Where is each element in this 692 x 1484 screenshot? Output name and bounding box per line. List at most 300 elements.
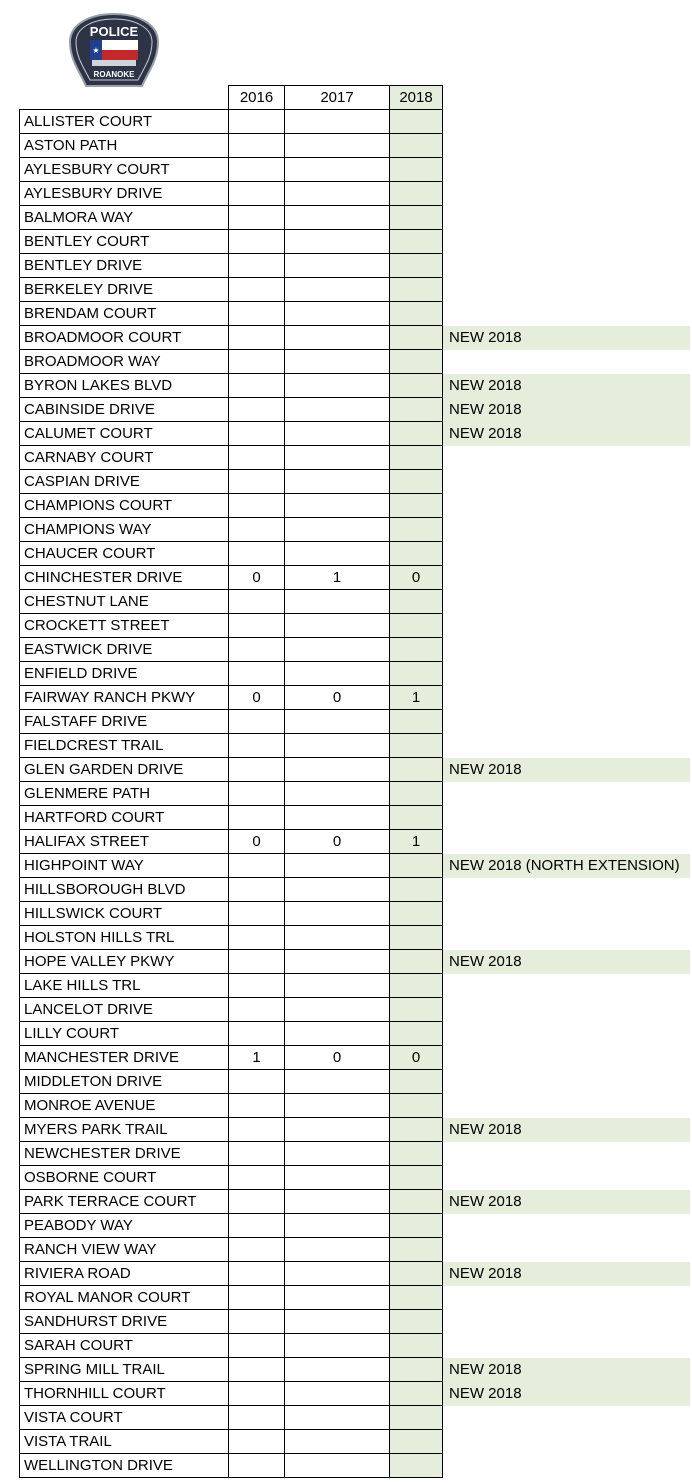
note-cell xyxy=(443,686,690,710)
value-2016-cell xyxy=(229,350,285,374)
street-name-cell: THORNHILL COURT xyxy=(20,1382,229,1406)
street-name-cell: BALMORA WAY xyxy=(20,206,229,230)
value-2016-cell xyxy=(229,662,285,686)
police-badge-icon xyxy=(68,12,160,90)
value-2016-cell xyxy=(229,542,285,566)
table-row xyxy=(20,1214,690,1238)
value-2017-cell xyxy=(285,1286,390,1310)
street-name-cell: HARTFORD COURT xyxy=(20,806,229,830)
table-row xyxy=(20,278,690,302)
value-2017-cell xyxy=(285,1382,390,1406)
street-name-cell: BROADMOOR WAY xyxy=(20,350,229,374)
value-2018-cell xyxy=(390,206,443,230)
street-name-cell: GLENMERE PATH xyxy=(20,782,229,806)
street-name-cell: HILLSBOROUGH BLVD xyxy=(20,878,229,902)
value-2017-cell xyxy=(285,638,390,662)
value-2016-cell xyxy=(229,518,285,542)
value-2017-cell xyxy=(285,254,390,278)
street-name-cell: RIVIERA ROAD xyxy=(20,1262,229,1286)
value-2017-cell xyxy=(285,1070,390,1094)
table-row xyxy=(20,1070,690,1094)
street-name-cell: HIGHPOINT WAY xyxy=(20,854,229,878)
table-row xyxy=(20,686,690,710)
value-2016-cell xyxy=(229,998,285,1022)
street-name-cell: SARAH COURT xyxy=(20,1334,229,1358)
street-name-cell: HALIFAX STREET xyxy=(20,830,229,854)
value-2017-cell xyxy=(285,1358,390,1382)
table-row xyxy=(20,854,690,878)
value-2017-cell xyxy=(285,398,390,422)
value-2016-cell xyxy=(229,254,285,278)
table-row xyxy=(20,614,690,638)
value-2018-cell xyxy=(390,1430,443,1454)
value-2018-cell xyxy=(390,1142,443,1166)
value-2018-cell: 0 xyxy=(390,566,443,590)
table-row xyxy=(20,806,690,830)
value-2017-cell xyxy=(285,422,390,446)
value-2018-cell: 0 xyxy=(390,1046,443,1070)
value-2017-cell xyxy=(285,446,390,470)
note-cell xyxy=(443,878,690,902)
value-2017-cell xyxy=(285,662,390,686)
value-2018-cell xyxy=(390,926,443,950)
value-2016-cell xyxy=(229,806,285,830)
note-cell xyxy=(443,302,690,326)
value-2017-cell xyxy=(285,158,390,182)
street-name-cell: CHAMPIONS WAY xyxy=(20,518,229,542)
note-cell xyxy=(443,110,690,134)
value-2018-cell xyxy=(390,158,443,182)
value-2018-cell xyxy=(390,1166,443,1190)
value-2018-cell xyxy=(390,902,443,926)
value-2016-cell xyxy=(229,1214,285,1238)
note-cell xyxy=(443,1238,690,1262)
value-2017-cell xyxy=(285,1166,390,1190)
value-2017-cell xyxy=(285,1094,390,1118)
value-2017-cell xyxy=(285,542,390,566)
table-row xyxy=(20,590,690,614)
street-name-cell: EASTWICK DRIVE xyxy=(20,638,229,662)
value-2016-cell xyxy=(229,974,285,998)
value-2016-cell: 0 xyxy=(229,686,285,710)
street-table xyxy=(19,85,690,1478)
value-2017-cell xyxy=(285,998,390,1022)
value-2018-cell xyxy=(390,1094,443,1118)
value-2017-cell xyxy=(285,1406,390,1430)
note-cell xyxy=(443,1142,690,1166)
value-2017-cell xyxy=(285,1310,390,1334)
header-note-blank xyxy=(443,86,690,110)
value-2016-cell xyxy=(229,470,285,494)
table-row xyxy=(20,1406,690,1430)
note-cell xyxy=(443,446,690,470)
table-row xyxy=(20,446,690,470)
table-row xyxy=(20,782,690,806)
table-row xyxy=(20,1238,690,1262)
street-name-cell: CHAUCER COURT xyxy=(20,542,229,566)
value-2018-cell xyxy=(390,110,443,134)
value-2018-cell xyxy=(390,998,443,1022)
value-2017-cell xyxy=(285,878,390,902)
value-2017-cell xyxy=(285,710,390,734)
value-2017-cell xyxy=(285,494,390,518)
value-2018-cell xyxy=(390,1358,443,1382)
value-2016-cell xyxy=(229,158,285,182)
street-name-cell: ASTON PATH xyxy=(20,134,229,158)
street-name-cell: NEWCHESTER DRIVE xyxy=(20,1142,229,1166)
value-2016-cell xyxy=(229,182,285,206)
value-2018-cell xyxy=(390,1406,443,1430)
value-2017-cell: 1 xyxy=(285,566,390,590)
note-cell xyxy=(443,1310,690,1334)
street-name-cell: WELLINGTON DRIVE xyxy=(20,1454,229,1478)
street-name-cell: AYLESBURY DRIVE xyxy=(20,182,229,206)
value-2016-cell xyxy=(229,326,285,350)
street-name-cell: PEABODY WAY xyxy=(20,1214,229,1238)
value-2018-cell: 1 xyxy=(390,686,443,710)
table-row xyxy=(20,1094,690,1118)
table-row xyxy=(20,662,690,686)
value-2018-cell xyxy=(390,782,443,806)
note-cell: NEW 2018 xyxy=(443,1262,690,1286)
value-2017-cell xyxy=(285,614,390,638)
table-row xyxy=(20,950,690,974)
value-2018-cell: 1 xyxy=(390,830,443,854)
table-row xyxy=(20,110,690,134)
note-cell xyxy=(443,254,690,278)
value-2016-cell xyxy=(229,1334,285,1358)
note-cell: NEW 2018 xyxy=(443,950,690,974)
note-cell xyxy=(443,542,690,566)
value-2018-cell xyxy=(390,878,443,902)
value-2016-cell xyxy=(229,278,285,302)
value-2018-cell xyxy=(390,1238,443,1262)
note-cell xyxy=(443,158,690,182)
value-2018-cell xyxy=(390,1286,443,1310)
value-2018-cell xyxy=(390,182,443,206)
note-cell xyxy=(443,350,690,374)
value-2016-cell xyxy=(229,1454,285,1478)
street-name-cell: MIDDLETON DRIVE xyxy=(20,1070,229,1094)
value-2016-cell xyxy=(229,1070,285,1094)
value-2017-cell: 0 xyxy=(285,686,390,710)
note-cell: NEW 2018 xyxy=(443,758,690,782)
value-2017-cell xyxy=(285,1262,390,1286)
street-name-cell: LANCELOT DRIVE xyxy=(20,998,229,1022)
value-2016-cell xyxy=(229,1118,285,1142)
value-2017-cell xyxy=(285,470,390,494)
value-2018-cell xyxy=(390,542,443,566)
value-2018-cell xyxy=(390,710,443,734)
value-2018-cell xyxy=(390,446,443,470)
value-2016-cell xyxy=(229,1430,285,1454)
value-2016-cell xyxy=(229,1238,285,1262)
value-2016-cell xyxy=(229,734,285,758)
note-cell xyxy=(443,926,690,950)
value-2018-cell xyxy=(390,1190,443,1214)
value-2018-cell xyxy=(390,422,443,446)
street-name-cell: ROYAL MANOR COURT xyxy=(20,1286,229,1310)
value-2017-cell xyxy=(285,1430,390,1454)
note-cell: NEW 2018 (NORTH EXTENSION) xyxy=(443,854,690,878)
value-2016-cell xyxy=(229,398,285,422)
value-2018-cell xyxy=(390,350,443,374)
value-2016-cell xyxy=(229,1382,285,1406)
value-2016-cell xyxy=(229,110,285,134)
table-row xyxy=(20,518,690,542)
note-cell xyxy=(443,1406,690,1430)
note-cell xyxy=(443,974,690,998)
table-row xyxy=(20,926,690,950)
value-2016-cell xyxy=(229,950,285,974)
value-2018-cell xyxy=(390,374,443,398)
street-name-cell: CHINCHESTER DRIVE xyxy=(20,566,229,590)
note-cell xyxy=(443,734,690,758)
svg-text:★: ★ xyxy=(92,46,100,55)
table-row xyxy=(20,374,690,398)
street-name-cell: BROADMOOR COURT xyxy=(20,326,229,350)
value-2016-cell xyxy=(229,494,285,518)
table-row xyxy=(20,494,690,518)
badge-top-text: POLICE xyxy=(89,24,139,39)
street-name-cell: ALLISTER COURT xyxy=(20,110,229,134)
value-2018-cell xyxy=(390,518,443,542)
table-row xyxy=(20,470,690,494)
value-2017-cell xyxy=(285,974,390,998)
value-2018-cell xyxy=(390,398,443,422)
value-2017-cell xyxy=(285,1190,390,1214)
street-name-cell: CABINSIDE DRIVE xyxy=(20,398,229,422)
value-2018-cell xyxy=(390,470,443,494)
value-2018-cell xyxy=(390,1022,443,1046)
note-cell xyxy=(443,998,690,1022)
table-row xyxy=(20,206,690,230)
value-2017-cell xyxy=(285,782,390,806)
value-2016-cell xyxy=(229,1022,285,1046)
table-row xyxy=(20,1430,690,1454)
street-name-cell: MYERS PARK TRAIL xyxy=(20,1118,229,1142)
street-name-cell: CHAMPIONS COURT xyxy=(20,494,229,518)
column-header-2018: 2018 xyxy=(390,86,443,110)
note-cell xyxy=(443,710,690,734)
note-cell xyxy=(443,902,690,926)
table-row xyxy=(20,1022,690,1046)
street-name-cell: AYLESBURY COURT xyxy=(20,158,229,182)
value-2018-cell xyxy=(390,614,443,638)
note-cell: NEW 2018 xyxy=(443,326,690,350)
street-name-cell: BENTLEY DRIVE xyxy=(20,254,229,278)
note-cell: NEW 2018 xyxy=(443,1358,690,1382)
table-row xyxy=(20,1046,690,1070)
value-2017-cell xyxy=(285,326,390,350)
value-2016-cell xyxy=(229,782,285,806)
value-2016-cell xyxy=(229,134,285,158)
street-name-cell: OSBORNE COURT xyxy=(20,1166,229,1190)
table-row xyxy=(20,1286,690,1310)
table-row xyxy=(20,326,690,350)
street-name-cell: PARK TERRACE COURT xyxy=(20,1190,229,1214)
value-2016-cell xyxy=(229,1142,285,1166)
header-row xyxy=(20,86,690,110)
note-cell xyxy=(443,830,690,854)
table-row xyxy=(20,1262,690,1286)
value-2017-cell xyxy=(285,374,390,398)
value-2017-cell xyxy=(285,1118,390,1142)
value-2018-cell xyxy=(390,1070,443,1094)
note-cell: NEW 2018 xyxy=(443,1190,690,1214)
value-2017-cell xyxy=(285,1214,390,1238)
street-name-cell: HILLSWICK COURT xyxy=(20,902,229,926)
value-2016-cell xyxy=(229,638,285,662)
value-2016-cell xyxy=(229,614,285,638)
value-2017-cell xyxy=(285,134,390,158)
value-2018-cell xyxy=(390,230,443,254)
value-2016-cell xyxy=(229,230,285,254)
table-row xyxy=(20,1166,690,1190)
street-name-cell: ENFIELD DRIVE xyxy=(20,662,229,686)
value-2018-cell xyxy=(390,806,443,830)
street-name-cell: BENTLEY COURT xyxy=(20,230,229,254)
value-2017-cell xyxy=(285,1454,390,1478)
table-row xyxy=(20,422,690,446)
note-cell: NEW 2018 xyxy=(443,374,690,398)
value-2018-cell xyxy=(390,1454,443,1478)
street-name-cell: CALUMET COURT xyxy=(20,422,229,446)
value-2017-cell: 0 xyxy=(285,830,390,854)
value-2016-cell xyxy=(229,1166,285,1190)
value-2017-cell xyxy=(285,1142,390,1166)
value-2017-cell xyxy=(285,206,390,230)
value-2018-cell xyxy=(390,950,443,974)
street-name-cell: CARNABY COURT xyxy=(20,446,229,470)
value-2017-cell: 0 xyxy=(285,1046,390,1070)
table-row xyxy=(20,566,690,590)
value-2016-cell xyxy=(229,446,285,470)
column-header-2016: 2016 xyxy=(229,86,285,110)
value-2018-cell xyxy=(390,1310,443,1334)
note-cell xyxy=(443,1430,690,1454)
table-row xyxy=(20,230,690,254)
value-2016-cell xyxy=(229,302,285,326)
value-2018-cell xyxy=(390,494,443,518)
value-2016-cell xyxy=(229,902,285,926)
table-row xyxy=(20,878,690,902)
note-cell xyxy=(443,1454,690,1478)
street-name-cell: LAKE HILLS TRL xyxy=(20,974,229,998)
value-2018-cell xyxy=(390,590,443,614)
street-name-cell: FIELDCREST TRAIL xyxy=(20,734,229,758)
street-name-cell: HOLSTON HILLS TRL xyxy=(20,926,229,950)
value-2016-cell xyxy=(229,374,285,398)
table-row xyxy=(20,542,690,566)
value-2018-cell xyxy=(390,1118,443,1142)
table-row xyxy=(20,134,690,158)
note-cell xyxy=(443,278,690,302)
street-name-cell: BYRON LAKES BLVD xyxy=(20,374,229,398)
note-cell xyxy=(443,1334,690,1358)
value-2018-cell xyxy=(390,662,443,686)
value-2018-cell xyxy=(390,326,443,350)
value-2016-cell xyxy=(229,854,285,878)
value-2016-cell xyxy=(229,1358,285,1382)
value-2018-cell xyxy=(390,254,443,278)
table-row xyxy=(20,350,690,374)
value-2016-cell: 0 xyxy=(229,830,285,854)
table-row xyxy=(20,710,690,734)
value-2017-cell xyxy=(285,230,390,254)
value-2016-cell xyxy=(229,1406,285,1430)
street-name-cell: GLEN GARDEN DRIVE xyxy=(20,758,229,782)
value-2017-cell xyxy=(285,302,390,326)
value-2018-cell xyxy=(390,278,443,302)
note-cell: NEW 2018 xyxy=(443,1382,690,1406)
street-name-cell: CHESTNUT LANE xyxy=(20,590,229,614)
table-row xyxy=(20,1334,690,1358)
value-2017-cell xyxy=(285,1022,390,1046)
value-2016-cell xyxy=(229,710,285,734)
value-2018-cell xyxy=(390,638,443,662)
note-cell: NEW 2018 xyxy=(443,422,690,446)
value-2016-cell xyxy=(229,1190,285,1214)
value-2017-cell xyxy=(285,110,390,134)
note-cell xyxy=(443,1166,690,1190)
note-cell xyxy=(443,1286,690,1310)
table-row xyxy=(20,1190,690,1214)
table-row xyxy=(20,1382,690,1406)
note-cell: NEW 2018 xyxy=(443,398,690,422)
note-cell xyxy=(443,662,690,686)
value-2017-cell xyxy=(285,590,390,614)
street-name-cell: FALSTAFF DRIVE xyxy=(20,710,229,734)
value-2017-cell xyxy=(285,1334,390,1358)
note-cell xyxy=(443,518,690,542)
value-2017-cell xyxy=(285,806,390,830)
value-2018-cell xyxy=(390,734,443,758)
street-name-cell: VISTA COURT xyxy=(20,1406,229,1430)
note-cell xyxy=(443,1094,690,1118)
note-cell xyxy=(443,1214,690,1238)
note-cell xyxy=(443,806,690,830)
note-cell xyxy=(443,134,690,158)
badge-bottom-text: ROANOKE xyxy=(93,70,135,79)
table-row xyxy=(20,902,690,926)
value-2017-cell xyxy=(285,950,390,974)
value-2017-cell xyxy=(285,1238,390,1262)
value-2017-cell xyxy=(285,278,390,302)
street-name-cell: VISTA TRAIL xyxy=(20,1430,229,1454)
value-2016-cell xyxy=(229,1310,285,1334)
value-2016-cell xyxy=(229,878,285,902)
value-2018-cell xyxy=(390,134,443,158)
value-2017-cell xyxy=(285,350,390,374)
value-2018-cell xyxy=(390,854,443,878)
note-cell xyxy=(443,470,690,494)
note-cell xyxy=(443,566,690,590)
table-row xyxy=(20,638,690,662)
note-cell xyxy=(443,1070,690,1094)
note-cell xyxy=(443,494,690,518)
value-2018-cell xyxy=(390,758,443,782)
street-name-cell: FAIRWAY RANCH PKWY xyxy=(20,686,229,710)
note-cell xyxy=(443,1022,690,1046)
note-cell: NEW 2018 xyxy=(443,1118,690,1142)
note-cell xyxy=(443,614,690,638)
street-name-cell: CROCKETT STREET xyxy=(20,614,229,638)
value-2017-cell xyxy=(285,734,390,758)
table-row xyxy=(20,1310,690,1334)
value-2018-cell xyxy=(390,1262,443,1286)
value-2016-cell: 1 xyxy=(229,1046,285,1070)
